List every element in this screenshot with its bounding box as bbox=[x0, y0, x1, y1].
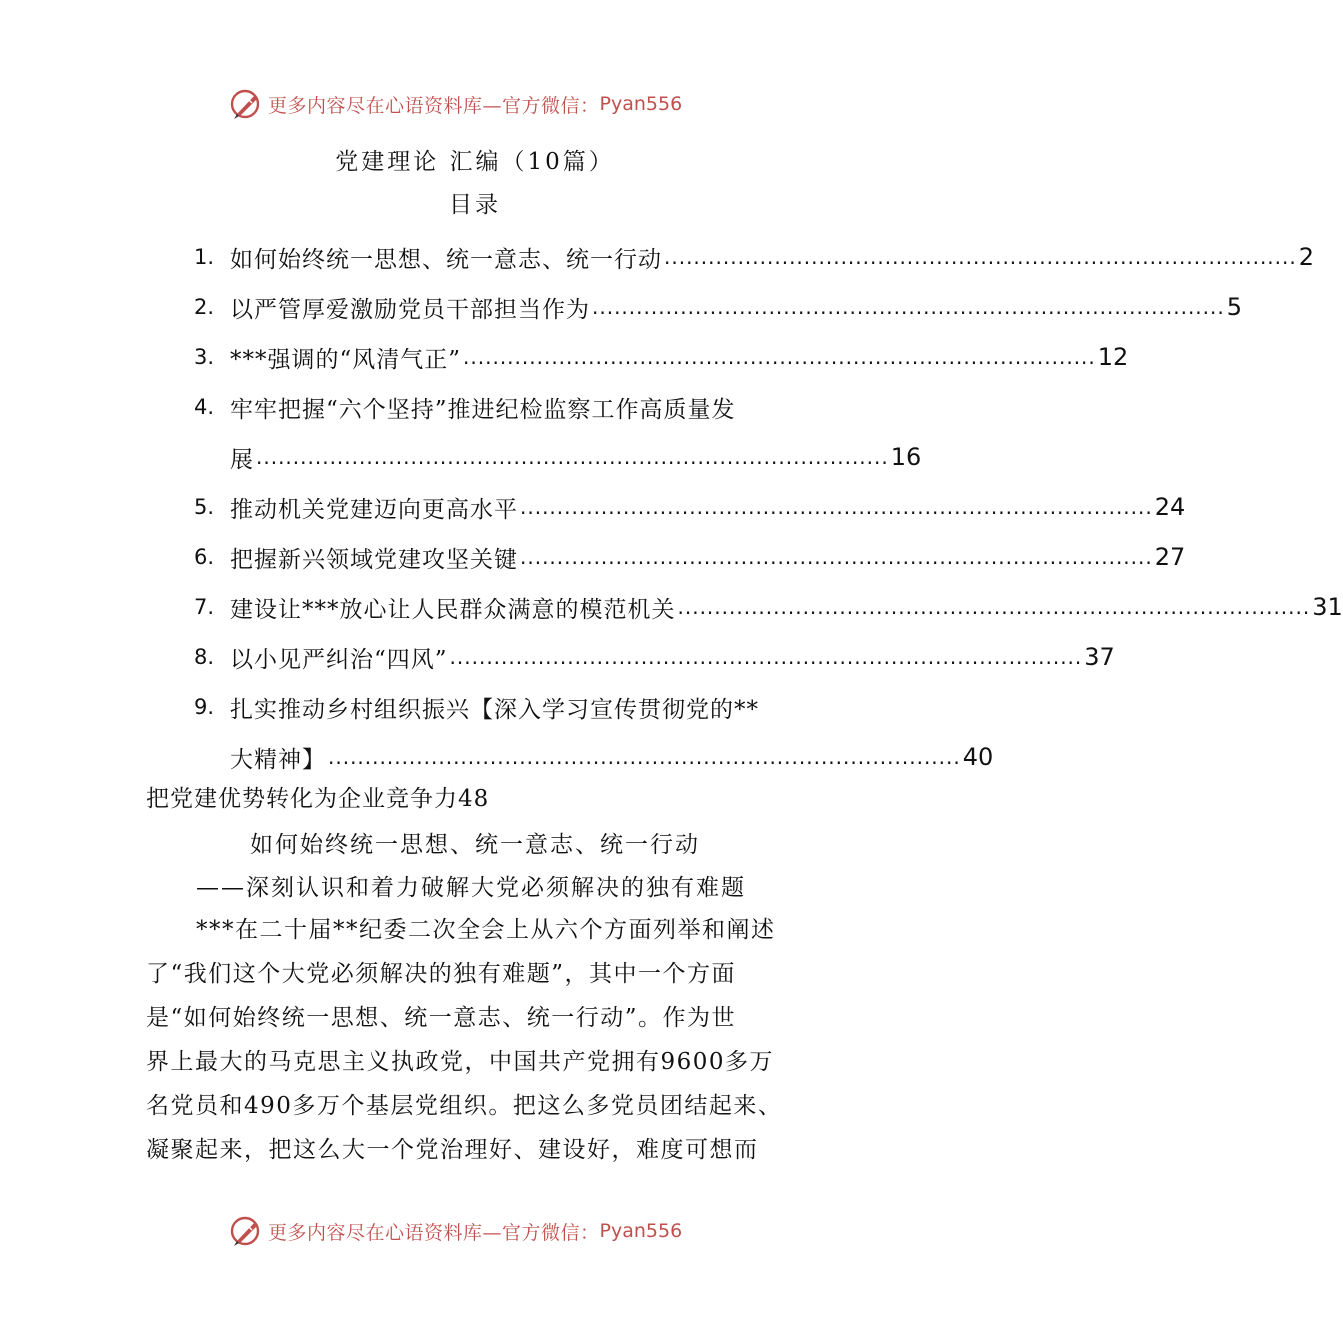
toc-item-page: 40 bbox=[962, 743, 994, 771]
toc-item-page: 12 bbox=[1097, 343, 1129, 371]
body-line: 是“如何始终统一思想、统一意志、统一行动”。作为世 bbox=[146, 1005, 737, 1031]
toc-item[interactable] bbox=[194, 232, 1315, 282]
toc-item-continuation[interactable] bbox=[230, 732, 994, 782]
toc-item[interactable] bbox=[194, 682, 806, 732]
toc-item-title: 以小见严纠治“四风” bbox=[230, 646, 448, 673]
toc-item-title: 以严管厚爱激励党员干部担当作为 bbox=[230, 296, 590, 323]
toc-heading: 目录 bbox=[449, 192, 501, 218]
banner-wechat-id: Pyan556 bbox=[599, 93, 683, 115]
toc-item-title: 推动机关党建迈向更高水平 bbox=[230, 496, 518, 523]
body-line: 了“我们这个大党必须解决的独有难题”，其中一个方面 bbox=[146, 961, 737, 987]
toc-item-number: 2. bbox=[194, 295, 215, 319]
toc-item[interactable] bbox=[194, 632, 1115, 682]
toc-item-number: 1. bbox=[194, 245, 215, 269]
article-body bbox=[146, 908, 806, 1172]
toc-item-page: 2 bbox=[1298, 243, 1315, 271]
toc-item-page: 37 bbox=[1084, 643, 1115, 671]
toc-item[interactable] bbox=[194, 482, 1186, 532]
footer-watermark-banner bbox=[228, 1211, 748, 1251]
toc-item[interactable] bbox=[194, 332, 1129, 382]
toc-item-page: 31 bbox=[1312, 593, 1343, 621]
banner-text: 更多内容尽在心语资料库—官方微信： bbox=[268, 1221, 600, 1244]
body-line: ***在二十届**纪委二次全会上从六个方面列举和阐述 bbox=[196, 917, 776, 943]
toc-item-title: 如何始终统一思想、统一意志、统一行动 bbox=[230, 246, 662, 273]
toc-item-title-cont: 大精神】 bbox=[230, 746, 326, 773]
toc-item-title: 把握新兴领域党建攻坚关键 bbox=[230, 546, 518, 573]
toc-item-number: 5. bbox=[194, 495, 215, 519]
toc-item-page: 24 bbox=[1154, 493, 1186, 521]
toc-item-page: 5 bbox=[1226, 293, 1243, 321]
toc-item-number: 9. bbox=[194, 695, 215, 719]
toc-leader-dots: ...................................................................................... bbox=[463, 345, 1096, 369]
toc-item[interactable] bbox=[194, 382, 806, 432]
toc-item-number: 7. bbox=[194, 595, 215, 619]
toc-item-continuation[interactable] bbox=[230, 432, 922, 482]
toc-item-title: 牢牢把握“六个坚持”推进纪检监察工作高质量发 bbox=[230, 396, 736, 423]
toc-item-number: 3. bbox=[194, 345, 215, 369]
body-line: 凝聚起来，把这么大一个党治理好、建设好，难度可想而 bbox=[146, 1137, 759, 1163]
article-subtitle: ——深刻认识和着力破解大党必须解决的独有难题 bbox=[196, 875, 746, 901]
toc-item-title: 扎实推动乡村组织振兴【深入学习宣传贯彻党的** bbox=[230, 696, 759, 723]
toc-item-title: ***强调的“风清气正” bbox=[230, 346, 462, 373]
document-title: 党建理论 汇编（10篇） bbox=[335, 149, 615, 175]
toc-leader-dots: ...................................................................................... bbox=[256, 445, 889, 469]
banner-wechat-id: Pyan556 bbox=[599, 1220, 683, 1242]
toc-leader-dots: ...................................................................................... bbox=[677, 595, 1311, 619]
toc-item[interactable] bbox=[194, 532, 1186, 582]
toc-item-page: 16 bbox=[890, 443, 922, 471]
toc-leader-dots: ...................................................................................... bbox=[449, 645, 1083, 669]
body-line: 界上最大的马克思主义执政党，中国共产党拥有9600多万 bbox=[146, 1049, 775, 1075]
toc-leader-dots: ...................................................................................... bbox=[520, 495, 1153, 519]
toc-item-title-cont: 展 bbox=[230, 446, 254, 473]
toc-item-number: 6. bbox=[194, 545, 215, 569]
toc-item-last[interactable]: 把党建优势转化为企业竞争力48 bbox=[146, 786, 490, 812]
pen-logo-icon bbox=[228, 1213, 264, 1249]
toc-item[interactable] bbox=[194, 282, 1243, 332]
header-watermark-banner bbox=[228, 84, 748, 124]
toc-item-number: 8. bbox=[194, 645, 215, 669]
toc-leader-dots: ...................................................................................... bbox=[520, 545, 1153, 569]
banner-text: 更多内容尽在心语资料库—官方微信： bbox=[268, 94, 600, 117]
body-line: 名党员和490多万个基层党组织。把这么多党员团结起来、 bbox=[146, 1093, 783, 1119]
article-title: 如何始终统一思想、统一意志、统一行动 bbox=[250, 832, 700, 858]
toc-leader-dots: ...................................................................................... bbox=[592, 295, 1225, 319]
toc-item-title: 建设让***放心让人民群众满意的模范机关 bbox=[230, 596, 676, 623]
toc-item-page: 27 bbox=[1154, 543, 1186, 571]
toc-leader-dots: ...................................................................................... bbox=[664, 245, 1297, 269]
pen-logo-icon bbox=[228, 86, 264, 122]
toc-leader-dots: ...................................................................................... bbox=[328, 745, 961, 769]
toc-item-number: 4. bbox=[194, 395, 215, 419]
toc-item[interactable] bbox=[194, 582, 1343, 632]
